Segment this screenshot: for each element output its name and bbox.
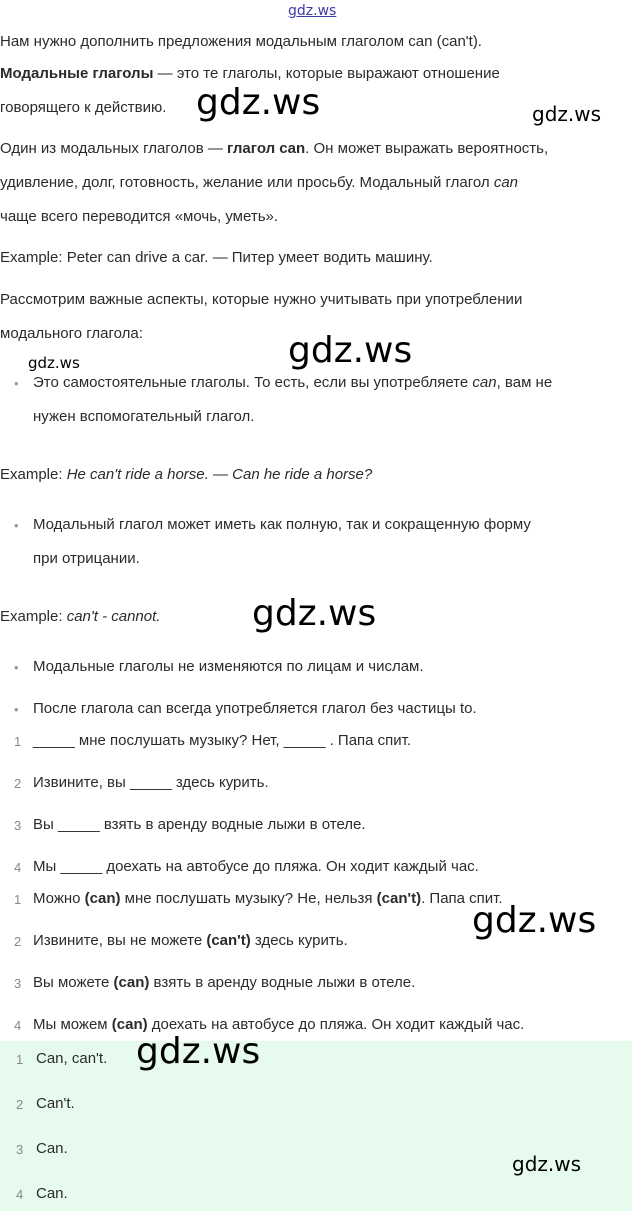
item-number: 2 [16, 1097, 24, 1112]
text-span: мне послушать музыку? Не, нельзя [120, 890, 377, 907]
list-item [0, 816, 632, 838]
bullet-text-line2: нужен вспомогательный глагол. [33, 408, 255, 425]
text-span: удивление, долг, готовность, желание или просьбу. Модальный глагол [0, 174, 494, 191]
bullet-text-line2: при отрицании. [33, 550, 140, 567]
item-text [33, 890, 503, 907]
text-span: . Он может выражать вероятность, [305, 140, 549, 157]
example-label: Example: [0, 466, 67, 483]
answer-text: Can. [36, 1140, 68, 1157]
bullet-text: После глагола can всегда употребляется глагол без частицы to. [33, 700, 477, 717]
text-span: здесь курить. [250, 932, 348, 949]
item-number: 1 [16, 1052, 24, 1067]
italic-term: can [493, 174, 518, 191]
bold-term: (can) [84, 890, 121, 907]
item-text: Вы _____ взять в аренду водные лыжи в отеле. [33, 816, 366, 833]
bullet-dot-icon: • [14, 702, 19, 717]
watermark: gdz.ws [288, 330, 413, 371]
bullet-item-1 [0, 366, 632, 436]
watermark: gdz.ws [532, 102, 602, 126]
bullet-item-3 [0, 650, 632, 684]
bullet-text: Модальный глагол может иметь как полную, так и сокращенную форму [33, 516, 531, 533]
bullet-item-2 [0, 508, 632, 578]
item-number: 3 [14, 976, 22, 991]
intro-paragraph-4: Рассмотрим важные аспекты, которые нужно учитывать при употреблении [0, 291, 523, 308]
watermark: gdz.ws [136, 1031, 261, 1072]
list-item [0, 732, 632, 754]
text-span: Мы можем [33, 1016, 112, 1033]
bold-term: Модальные глаголы [0, 65, 154, 82]
item-number: 2 [14, 776, 22, 791]
bold-term: глагол can [227, 140, 306, 157]
bullet-text: Модальные глаголы не изменяются по лицам и числам. [33, 658, 424, 675]
item-number: 3 [14, 818, 22, 833]
intro-paragraph-3 [0, 132, 632, 166]
watermark: gdz.ws [252, 593, 377, 634]
bullet-dot-icon: • [14, 660, 19, 675]
answer-text: Can, can't. [36, 1050, 108, 1067]
item-text [33, 974, 415, 991]
text-span: Вы можете [33, 974, 114, 991]
answer-text: Can't. [36, 1095, 75, 1112]
text-span: доехать на автобусе до пляжа. Он ходит каждый час. [147, 1016, 525, 1033]
bold-term: (can't) [206, 932, 251, 949]
answer-item [0, 1050, 632, 1072]
list-item [0, 1016, 632, 1038]
watermark: gdz.ws [512, 1152, 582, 1176]
bold-term: (can't) [376, 890, 422, 907]
example-text: can't - cannot. [66, 608, 161, 625]
example-label: Example: [0, 608, 67, 625]
bullet-dot-icon: • [14, 518, 19, 533]
item-text [33, 1016, 524, 1033]
answer-text: Can. [36, 1185, 68, 1202]
intro-paragraph-1: Нам нужно дополнить предложения модальным глаголом can (can't). [0, 33, 482, 50]
list-item [0, 774, 632, 796]
italic-term: can [472, 374, 497, 391]
example-2 [0, 458, 632, 492]
item-number: 2 [14, 934, 22, 949]
text-span: , вам не [496, 374, 553, 391]
text-span: Можно [33, 890, 85, 907]
text-span: Это самостоятельные глаголы. То есть, если вы употребляете [33, 374, 473, 391]
list-item [0, 974, 632, 996]
bullet-dot-icon: • [14, 376, 19, 391]
item-number: 4 [16, 1187, 24, 1202]
example-1: Example: Peter can drive a car. — Питер умеет водить машину. [0, 249, 433, 266]
answer-box [0, 1041, 632, 1211]
item-number: 3 [16, 1142, 24, 1157]
text-span: . Папа спит. [421, 890, 503, 907]
item-number: 4 [14, 1018, 22, 1033]
item-text: Извините, вы _____ здесь курить. [33, 774, 269, 791]
watermark: gdz.ws [196, 82, 321, 123]
intro-paragraph-3-line2 [0, 166, 632, 200]
text-span: взять в аренду водные лыжи в отеле. [149, 974, 416, 991]
bullet-item-4 [0, 692, 632, 726]
intro-paragraph-2-line2: говорящего к действию. [0, 99, 167, 116]
item-number: 1 [14, 892, 22, 907]
watermark-top[interactable]: gdz.ws [288, 3, 337, 19]
text-span: — это те глаголы, которые выражают отношение [153, 65, 500, 82]
watermark: gdz.ws [472, 900, 597, 941]
item-number: 4 [14, 860, 22, 875]
text-span: Один из модальных глаголов — [0, 140, 228, 157]
intro-paragraph-3-line3: чаще всего переводится «мочь, уметь». [0, 208, 279, 225]
bold-term: (can) [113, 974, 150, 991]
example-text: He can't ride a horse. — Can he ride a horse? [66, 466, 373, 483]
item-number: 1 [14, 734, 22, 749]
bullet-text [33, 366, 552, 400]
item-text: _____ мне послушать музыку? Нет, _____ . Папа спит. [33, 732, 412, 749]
answer-item [0, 1185, 632, 1207]
watermark: gdz.ws [28, 354, 80, 372]
text-span: Извините, вы не можете [33, 932, 207, 949]
item-text [33, 932, 348, 949]
answer-item [0, 1095, 632, 1117]
item-text: Мы _____ доехать на автобусе до пляжа. Он ходит каждый час. [33, 858, 479, 875]
list-item [0, 858, 632, 880]
intro-paragraph-4-line2: модального глагола: [0, 325, 143, 342]
bold-term: (can) [111, 1016, 148, 1033]
